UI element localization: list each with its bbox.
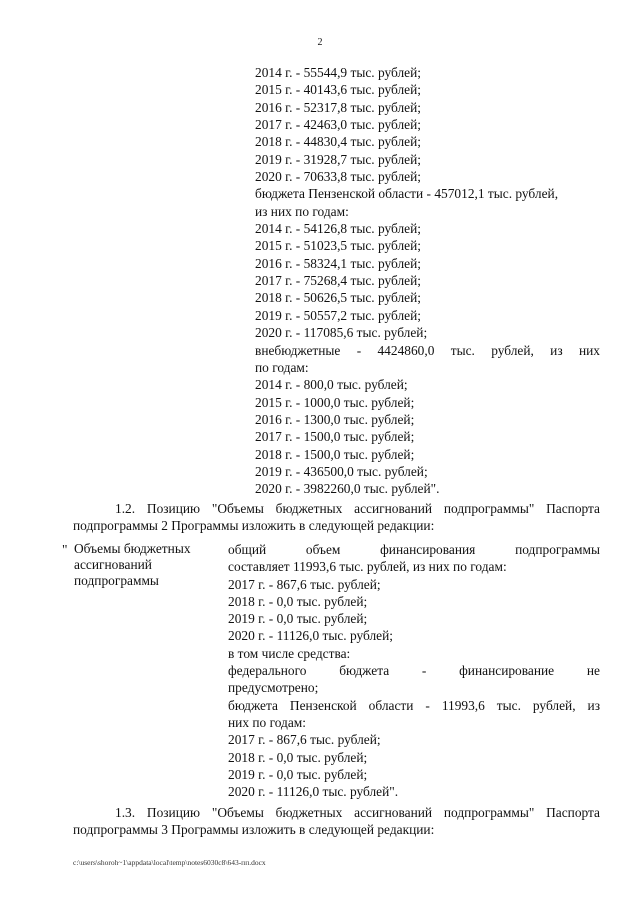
page-number: 2 <box>317 37 323 48</box>
list-item: 2015 г. - 40143,6 тыс. рублей; <box>255 82 421 98</box>
list-item: 2016 г. - 52317,8 тыс. рублей; <box>255 99 421 115</box>
list-item: 2014 г. - 55544,9 тыс. рублей; <box>255 65 421 80</box>
value-line: 2019 г. - 0,0 тыс. рублей; <box>228 611 368 627</box>
label-line: подпрограммы <box>74 573 159 588</box>
value-line: 2020 г. - 11126,0 тыс. рублей; <box>228 628 394 644</box>
list-item: 2018 г. - 1500,0 тыс. рублей; <box>255 446 415 462</box>
regional-budget-total: бюджета Пензенской области - 457012,1 тыс. рублей, <box>255 186 559 202</box>
list-item: 2017 г. - 75268,4 тыс. рублей; <box>255 273 421 289</box>
value-line: бюджета Пензенской области - 11993,6 тыс. рублей, из <box>228 697 600 713</box>
paragraph-1-2 <box>73 500 600 535</box>
list-item: 2017 г. - 42463,0 тыс. рублей; <box>255 117 421 133</box>
list-item: из них по годам: <box>255 203 349 219</box>
paragraph-line: подпрограммы 3 Программы изложить в следующей редакции: <box>73 822 435 838</box>
list-item: 2018 г. - 50626,5 тыс. рублей; <box>255 290 421 306</box>
opening-quote-mark: " <box>62 542 68 557</box>
list-item: 2018 г. - 44830,4 тыс. рублей; <box>255 134 421 150</box>
funding-by-year-list <box>255 64 600 498</box>
value-line: них по годам: <box>228 714 307 730</box>
value-line: 2017 г. - 867,6 тыс. рублей; <box>228 576 381 592</box>
list-item: по годам: <box>255 359 309 375</box>
extrabudgetary-total: внебюджетные - 4424860,0 тыс. рублей, из них <box>255 342 600 358</box>
value-line: общий объем финансирования подпрограммы <box>228 542 600 557</box>
value-line: в том числе средства: <box>228 645 351 661</box>
value-line: 2020 г. - 11126,0 тыс. рублей". <box>228 784 399 800</box>
list-item: 2020 г. - 117085,6 тыс. рублей; <box>255 325 428 341</box>
value-line: 2017 г. - 867,6 тыс. рублей; <box>228 732 381 748</box>
list-item: 2016 г. - 1300,0 тыс. рублей; <box>255 411 415 427</box>
label-line: ассигнований <box>74 557 152 572</box>
list-item: 2019 г. - 50557,2 тыс. рублей; <box>255 307 421 323</box>
list-item: 2016 г. - 58324,1 тыс. рублей; <box>255 255 421 271</box>
label-line: Объемы бюджетных <box>74 541 191 556</box>
list-item: 2015 г. - 51023,5 тыс. рублей; <box>255 238 421 254</box>
list-item: 2020 г. - 3982260,0 тыс. рублей". <box>255 481 440 497</box>
paragraph-line: 1.3. Позицию "Объемы бюджетных ассигнований подпрограммы" Паспорта <box>115 805 600 820</box>
document-file-path: c:\users\shoroh~1\appdata\local\temp\notes6030c8\643-пп.docx <box>73 858 266 867</box>
position-label <box>74 541 224 589</box>
list-item: 2017 г. - 1500,0 тыс. рублей; <box>255 429 415 445</box>
list-item: 2014 г. - 54126,8 тыс. рублей; <box>255 221 421 237</box>
list-item: 2015 г. - 1000,0 тыс. рублей; <box>255 394 415 410</box>
value-line: федерального бюджета - финансирование не <box>228 663 600 679</box>
value-line: 2018 г. - 0,0 тыс. рублей; <box>228 593 368 609</box>
list-item: 2014 г. - 800,0 тыс. рублей; <box>255 377 408 393</box>
position-value <box>228 541 600 800</box>
paragraph-1-3 <box>73 804 600 839</box>
value-line: предусмотрено; <box>228 680 319 696</box>
value-line: 2019 г. - 0,0 тыс. рублей; <box>228 766 368 782</box>
value-line: 2018 г. - 0,0 тыс. рублей; <box>228 749 368 765</box>
list-item: 2020 г. - 70633,8 тыс. рублей; <box>255 169 421 185</box>
value-line: составляет 11993,6 тыс. рублей, из них по годам: <box>228 559 507 575</box>
list-item: 2019 г. - 436500,0 тыс. рублей; <box>255 463 428 479</box>
paragraph-line: подпрограммы 2 Программы изложить в следующей редакции: <box>73 518 435 534</box>
paragraph-line: 1.2. Позицию "Объемы бюджетных ассигнований подпрограммы" Паспорта <box>115 501 600 516</box>
list-item: 2019 г. - 31928,7 тыс. рублей; <box>255 151 421 167</box>
